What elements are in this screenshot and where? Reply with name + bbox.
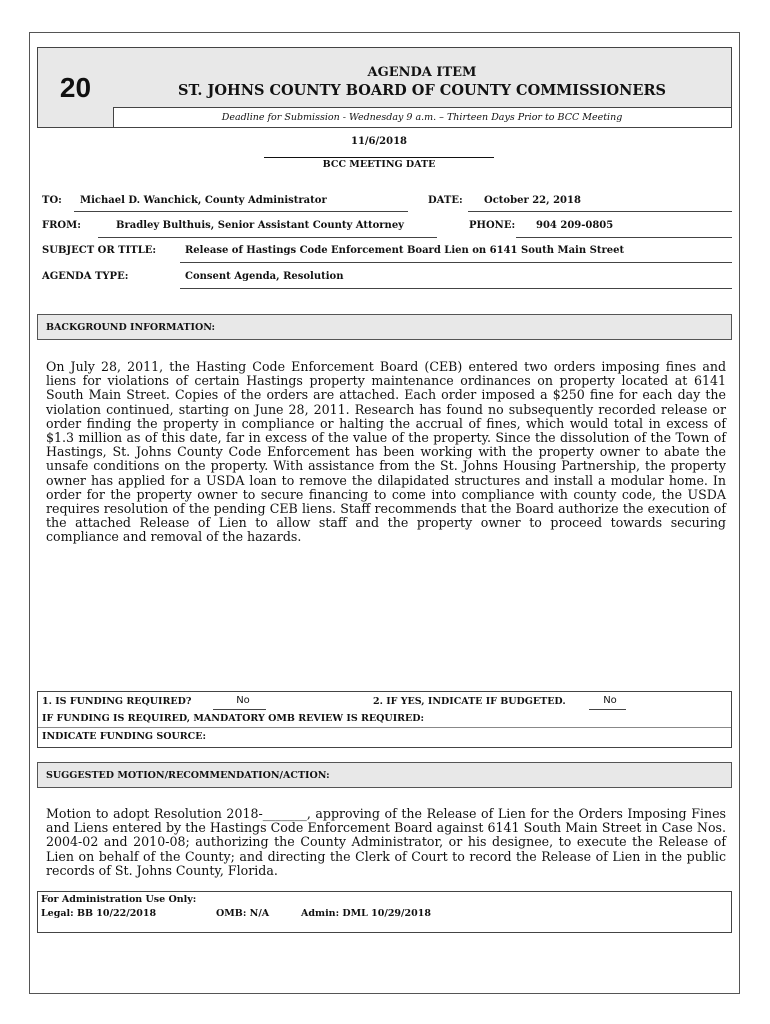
- subject-value: Release of Hastings Code Enforcement Board Lien on 6141 South Main Street: [185, 245, 625, 256]
- date-value: October 22, 2018: [484, 195, 581, 206]
- admin-use-heading: For Administration Use Only:: [41, 894, 197, 905]
- admin-review: Admin: DML 10/29/2018: [301, 908, 431, 919]
- phone-value: 904 209-0805: [536, 220, 614, 231]
- from-underline: [98, 237, 437, 238]
- meeting-date-label: BCC MEETING DATE: [322, 159, 436, 170]
- submission-deadline: Deadline for Submission - Wednesday 9 a.m. – Thirteen Days Prior to BCC Meeting: [221, 111, 623, 123]
- subject-underline: [180, 262, 732, 263]
- to-underline: [74, 211, 408, 212]
- legal-review: Legal: BB 10/22/2018: [41, 908, 157, 919]
- meeting-date: 11/6/2018: [350, 136, 407, 147]
- meeting-date-rule: [264, 157, 494, 158]
- budgeted-question: 2. IF YES, INDICATE IF BUDGETED.: [373, 696, 566, 707]
- funding-required-answer: No: [236, 695, 250, 706]
- date-label: DATE:: [428, 195, 463, 206]
- agenda-item-number: 20: [38, 48, 114, 127]
- funding-divider: [38, 727, 731, 728]
- background-heading: BACKGROUND INFORMATION:: [37, 314, 732, 340]
- date-underline: [468, 211, 732, 212]
- agenda-type-underline: [180, 288, 732, 289]
- omb-review-note: IF FUNDING IS REQUIRED, MANDATORY OMB REVIEW IS REQUIRED:: [42, 713, 425, 724]
- from-label: FROM:: [42, 220, 81, 231]
- funding-section: [37, 691, 732, 748]
- phone-label: PHONE:: [469, 220, 516, 231]
- agenda-type-label: AGENDA TYPE:: [42, 271, 129, 282]
- phone-underline: [516, 237, 732, 238]
- budgeted-answer: No: [603, 695, 617, 706]
- from-value: Bradley Bulthuis, Senior Assistant County Attorney: [116, 220, 404, 231]
- board-name: ST. JOHNS COUNTY BOARD OF COUNTY COMMISSIONERS: [178, 82, 666, 99]
- funding-required-question: 1. IS FUNDING REQUIRED?: [42, 696, 192, 707]
- funding-required-underline: [213, 709, 266, 710]
- background-text: On July 28, 2011, the Hasting Code Enforcement Board (CEB) entered two orders imposing fines and liens for violations of certain Hastings property maintenance ordinances on property located at 6141 South Main Street. Copies of the orders are attached. Each order imposed a $250 fine for each day the violation continued, starting on June 28, 2011. Research has found no subsequently recorded release or order finding the property in compliance or halting the accrual of fines, which would total in excess of $1.3 million as of this date, far in excess of the value of the property. Since the dissolution of the Town of Hastings, St. Johns County Code Enforcement has been working with the property owner to abate the unsafe conditions on the property. With assistance from the St. Johns Housing Partnership, the property owner has applied for a USDA loan to remove the dilapidated structures and install a modular home. In order for the property owner to secure financing to come into compliance with county code, the USDA requires resolution of the pending CEB liens. Staff recommends that the Board authorize the execution of the attached Release of Lien to allow staff and the property owner to proceed towards securing compliance and removal of the hazards.: [46, 359, 726, 545]
- agenda-title: AGENDA ITEM: [367, 65, 477, 80]
- omb-review: OMB: N/A: [216, 908, 270, 919]
- subject-label: SUBJECT OR TITLE:: [42, 245, 157, 256]
- agenda-title-block: [113, 48, 731, 108]
- funding-source-label: INDICATE FUNDING SOURCE:: [42, 731, 206, 742]
- motion-text: Motion to adopt Resolution 2018-_______, approving of the Release of Lien for the Orders Imposing Fines and Liens entered by the Hastings Code Enforcement Board against 6141 South Main Street in Case Nos. 2004-02 and 2010-08; authorizing the County Administrator, or his designee, to execute the Release of Lien on behalf of the County; and directing the Clerk of Court to record the Release of Lien in the public records of St. Johns County, Florida.: [46, 806, 726, 878]
- to-value: Michael D. Wanchick, County Administrator: [80, 195, 327, 206]
- budgeted-underline: [589, 709, 626, 710]
- admin-use-section: [37, 891, 732, 933]
- agenda-header: [37, 47, 732, 128]
- motion-heading: SUGGESTED MOTION/RECOMMENDATION/ACTION:: [37, 762, 732, 788]
- to-label: TO:: [42, 195, 62, 206]
- agenda-type-value: Consent Agenda, Resolution: [185, 271, 344, 282]
- agenda-page: [29, 32, 740, 994]
